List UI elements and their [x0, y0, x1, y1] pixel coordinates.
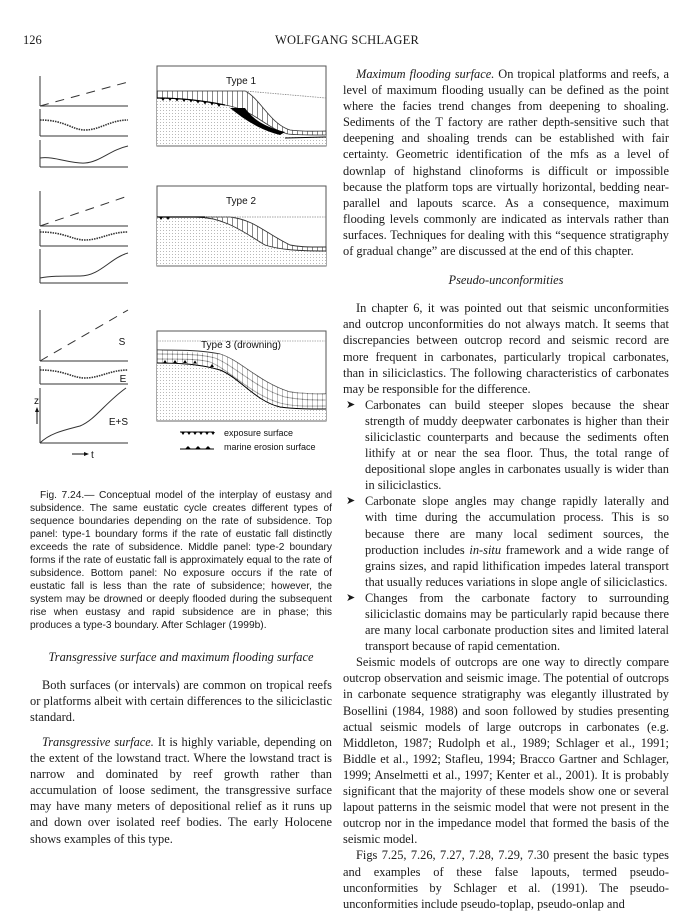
list-item — [346, 493, 669, 590]
type2-eustasy-graph — [40, 229, 128, 246]
z-axis-label: z — [34, 396, 39, 407]
subsidence-label: S — [118, 337, 126, 348]
paragraph-body-transgressive: It is highly variable, depending on the extent of the lowstand tract. Where the lowstand tract is narrow and dominated by reef growth rather than accumulation of loose sediment, the transgressive surface may have many meters of depositional relief as it runs up and down over isolated reef bodies. The early Holocene shows examples of this type. — [30, 735, 332, 846]
subheading-pseudo-unconformities: Pseudo-unconformities — [448, 273, 564, 288]
list-item-text: framework and a wide range of grains sizes, and rapid lithification impedes lateral transport that usually reduces variations in slope angle of siliciclastics. — [365, 542, 669, 589]
arrow-bullet-icon: ➤ — [346, 398, 356, 411]
type2-label: Type 2 — [225, 196, 257, 207]
paragraph-both-surfaces: Both surfaces (or intervals) are common on tropical reefs or platforms albeit with certain differences to the siliciclastic standard. — [30, 678, 332, 725]
paragraph-transgressive-surface — [30, 734, 332, 847]
list-item — [346, 590, 669, 654]
arrow-bullet-icon: ➤ — [346, 591, 356, 604]
type2-subsidence-graph — [40, 191, 128, 226]
figure-7-24 — [30, 58, 340, 488]
paragraph-maximum-flooding — [343, 66, 669, 259]
list-item-text: Carbonates can build steeper slopes because the shear strength of muddy deepwater carbonates is higher than their siliciclastic counterparts and because the sediments often lithify at or near the sea floor. Thus, the total range of depositional slope angles in carbonates usually is wider than in siliciclastics. — [365, 397, 669, 493]
characteristics-list — [343, 397, 669, 655]
running-title: WOLFGANG SCHLAGER — [274, 33, 420, 47]
list-item — [346, 397, 669, 494]
type2-combined-graph — [40, 249, 128, 283]
paragraph-pseudo-intro: In chapter 6, it was pointed out that seismic unconformities and outcrop unconformities do not always match. It seems that discrepancies between outcrop record and seismic record are more frequent in carbonates, particularly tropical carbonates, than in siliciclastics. The following characteristics of carbonates may be responsible for the difference. — [343, 301, 669, 396]
type1-panel — [157, 66, 326, 146]
list-item-text: Changes from the carbonate factory to surrounding siliciclastic domains may be particularly rapid because there are many local carbonate production sites and limited lateral transport because of rapid cementation. — [365, 590, 669, 654]
figure-legend — [180, 428, 316, 452]
list-item-text: Carbonate slope angles may change rapidly laterally and with time during the accumulation process. This is so because there are many local sediment sources, the production includes — [365, 494, 669, 557]
arrow-bullet-icon: ➤ — [346, 495, 356, 508]
figure-svg — [30, 58, 340, 488]
running-head — [23, 33, 671, 49]
marine-erosion-surface-symbol — [180, 446, 214, 449]
page-number: 126 — [23, 33, 42, 47]
legend-erosion-label: marine erosion surface — [224, 442, 316, 452]
type1-eustasy-graph — [40, 109, 128, 136]
type3-combined-graph — [34, 388, 128, 461]
paragraph-figs: Figs 7.25, 7.26, 7.27, 7.28, 7.29, 7.30 present the basic types and examples of these false lapouts, termed pseudo-unconformities by Schlager et al. (1991). The pseudo-unconformities include pseudo-toplap, pseudo-onlap and — [343, 848, 669, 911]
eustasy-label: E — [119, 374, 127, 385]
paragraph-body-mfs: On tropical platforms and reefs, a level of maximum flooding usually can be defined as the point where the facies trend changes from deepening to shoaling. Sediments of the T factory are rather depth-sensitive such that deepening and shoaling trends can be established with fair certainty. Geometric identification of the mfs as a level of downlap of highstand clinoforms is difficult or impossible because the platform tops are virtually horizontal, bedding near-parallel and lapouts scarce. As a consequence, maximum flooding levels commonly are indicated as intervals rather than surfaces. Techniques for dealing with this “sequence stratigraphy of gradual change” are discussed at the end of this chapter. — [343, 67, 669, 259]
type2-panel — [157, 186, 326, 266]
type3-eustasy-graph — [40, 366, 128, 385]
type1-combined-graph — [40, 140, 128, 167]
paragraph-lead-transgressive: Transgressive surface. — [42, 735, 154, 749]
type3-panel — [157, 331, 326, 421]
right-column — [343, 66, 669, 912]
type1-label: Type 1 — [225, 76, 257, 87]
exposure-surface-symbol — [180, 432, 215, 435]
figure-caption: Fig. 7.24.— Conceptual model of the interplay of eustasy and subsidence. The same eustatic cycle creates different types of sequence boundaries depending on the rate of subsidence. Top panel: type-1 boundary forms if the rate of eustatic fall distinctly exceeds the rate of subsidence. Middle panel: type-2 boundary forms if the rate of eustatic fall is approximately equal to the rate of subsidence. Bottom panel: No exposure occurs if the rate of eustatic fall is less than the rate of subsidence; however, the system may be drowned or deeply flooded during the subsequent rise when eustasy and rapid subsidence are in phase; this produces a type-3 boundary. After Schlager (1999b). — [30, 490, 332, 631]
paragraph-seismic-models: Seismic models of outcrops are one way to directly compare outcrop observation and seismic image. The potential of outcrops in carbonate sequence stratigraphy was elegantly illustrated by Bosellini (1984, 1988) and soon followed by studies presenting actual seismic models of large outcrops in carbonates (e.g. Middleton, 1987; Rudolph et al., 1989; Schlager et al., 1991; Biddle et al., 1992; Stafleu, 1994; Bracco Gartner and Schlager, 1999; Anselmetti et al., 1997; Kenter et al., 2001). It is probably significant that the majority of these models show one or several lapout patterns in the seismic model that were not present in the outcrop nor in the impedance model that formed the basis of the seismic model. — [343, 655, 669, 847]
list-item-emphasis: in-situ — [469, 542, 502, 557]
legend-exposure-label: exposure surface — [224, 428, 294, 438]
combined-label: E+S — [108, 417, 128, 428]
paragraph-lead-mfs: Maximum flooding surface. — [356, 67, 495, 81]
t-axis-label: t — [91, 450, 94, 461]
type3-subsidence-graph — [40, 310, 128, 361]
section-heading: Transgressive surface and maximum flooding surface — [48, 650, 314, 664]
type3-label: Type 3 (drowning) — [200, 340, 282, 351]
type1-subsidence-graph — [40, 76, 128, 106]
